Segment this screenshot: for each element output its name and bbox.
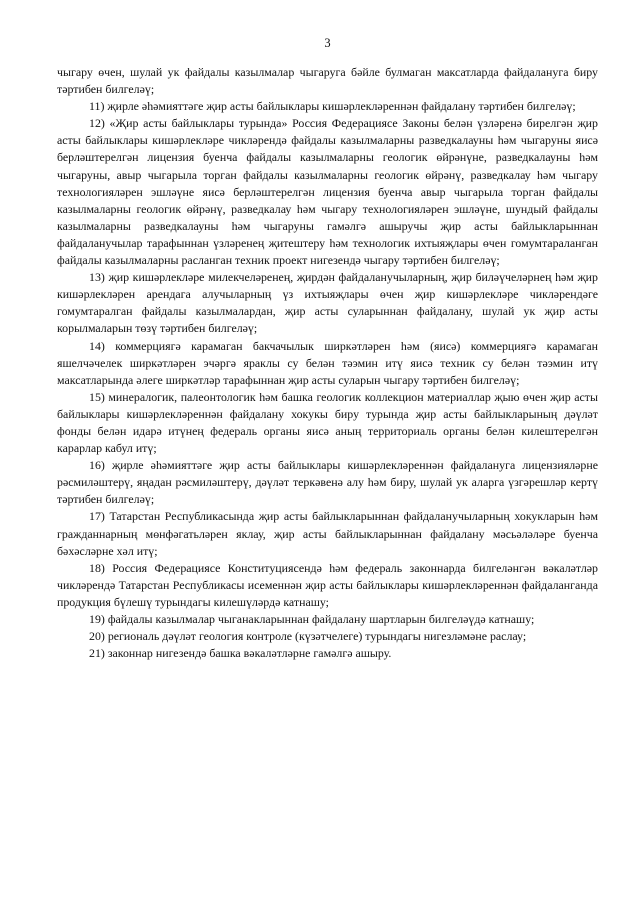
paragraph-continuation: чыгару өчен, шулай ук файдалы казылмалар чыгаруга бәйле булмаган максатларда файдалануга биру тәртибен билгеләү; bbox=[57, 65, 598, 97]
paragraph-item-11: 11) җирле әһәмияттәге җир асты байлыклары кишәрлекләреннән файдалану тәртибен билгеләү; bbox=[89, 99, 576, 114]
paragraph-item-14: 14) коммерциягә карамаган бакчачылык ширкәтләрен һәм (яисә) коммерциягә карамаган яшелчәчелек ширкәтләрен эчәргә яраклы су белән тәэмин итү яисә техник су белән тәэмин итү максатларында әлеге ширкәтләр тарафыннан җир асты суларын чыгару тәртибен билгеләү; bbox=[57, 338, 598, 387]
document-body bbox=[57, 64, 598, 662]
paragraph-item-16: 16) җирле әһәмияттәге җир асты байлыклары кишәрлекләреннән файдалануга лицензияләрне рәсмиләштерү, яңадан рәсмиләштерү, дәүләт теркәвенә алу һәм биру, шулай ук аларга үзгәрешләр кертү тәртибен билгеләү; bbox=[57, 458, 598, 507]
page-number: 3 bbox=[324, 36, 331, 50]
paragraph-item-13: 13) җир кишәрлекләре милекчеләренең, җирдән файдаланучыларның, җир биләүчеләрнең һәм җир кишәрлекләрен арендага алучыларның үз ихтыяҗлары өчен җир кишәрлекләре чикләрендәге гомумтаралган файдалы казылмалардан, җир асты суларыннан файдалану, шулай ук җир асты корылмаларын төзү тәртибен билгеләү; bbox=[57, 270, 598, 336]
paragraph-item-19: 19) файдалы казылмалар чыганакларыннан файдалану шартларын билгеләүдә катнашу; bbox=[89, 612, 535, 626]
paragraph-item-17: 17) Татарстан Республикасында җир асты байлыкларыннан файдаланучыларның хокукларын һәм гражданнарның мөнфәгатьләрен яклау, җир асты байлыкларыннан файдалану мәсьәләләре буенча бәхәсләрне хәл итү; bbox=[57, 509, 598, 558]
paragraph-item-18: 18) Россия Федерациясе Конституциясендә һәм федераль законнарда билгеләнгән вәкаләтләр чикләрендә Татарстан Республикасы исеменнән җир асты байлыклары кишәрлекләреннән файдаланганда продукция бүлешү турындагы килешүләрдә катнашу; bbox=[57, 560, 598, 609]
paragraph-item-21: 21) законнар нигезендә башка вәкаләтләрне гамәлгә ашыру. bbox=[89, 646, 392, 661]
paragraph-item-20: 20) региональ дәүләт геология контроле (күзәтчелеге) турындагы нигезләмәне раслау; bbox=[89, 629, 527, 644]
paragraph-item-12: 12) «Җир асты байлыклары турында» Россия Федерациясе Законы белән үзләренә бирелгән җир асты байлыклары кишәрлекләре чикләрендә файдалы казылмаларны разведкалауны һәм чыгаруны яисә берләштерелгән лицензия буенча файдалы казылмаларны геологик өйрәнүне, разведкалауны һәм чыгаруны, авыр чыгарыла торган файдалы казылмаларны геологик өйрәнү, разведкалау һәм чыгару технологияләрен эшләүне яисә берләштерелгән лицензия буенча авыр чыгарыла торган файдалы казылмаларны геологик өйрәнү, разведкалау һәм чыгару технологияләрен эшләүне, шундый файдалы казылмаларны разведкалауны һәм чыгаруны гамәлгә ашыручы җир асты байлыкларыннан файдаланучылар тарафыннан үзләренең җитештеру һәм технологик ихтыяҗлары өчен гомумтараланган файдалы казылмаларны расланган техник проект нигезендә чыгару тәртибен билгеләү; bbox=[57, 116, 598, 268]
paragraph-item-15: 15) минералогик, палеонтологик һәм башка геологик коллекцион материаллар җыю өчен җир асты байлыклары кишәрлекләреннән файдалану хокукы биру турында җир асты байлыкларының дәүләт фонды белән идарә итүнең федераль органы яисә аның территориаль органы белән килештерелгән карарлар кабул итү; bbox=[57, 389, 598, 456]
